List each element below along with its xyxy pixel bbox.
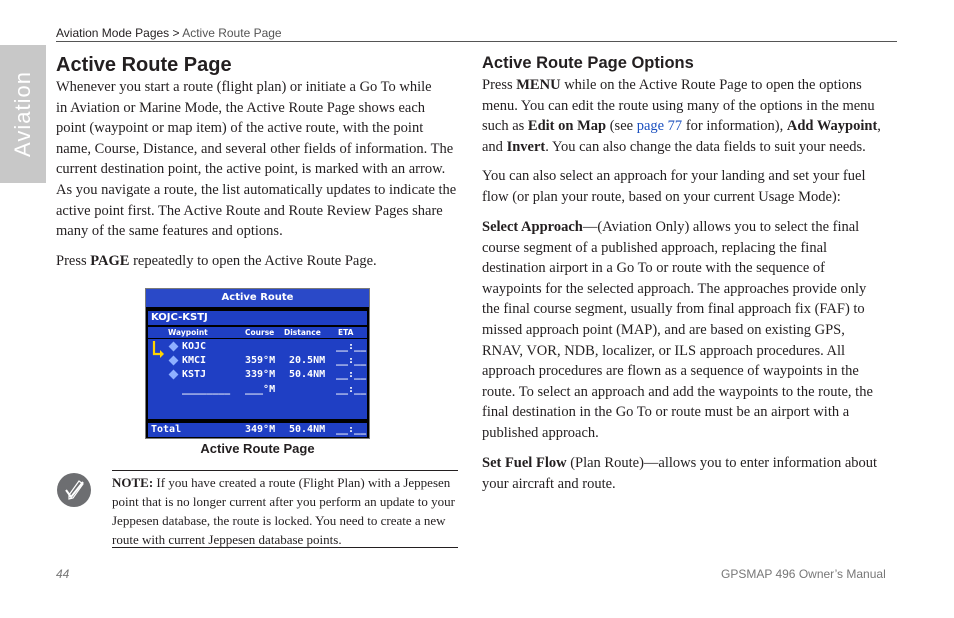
col-eta: ETA (338, 328, 354, 337)
options-text: Press (482, 77, 517, 93)
select-approach-text: —(Aviation Only) allows you to select the final course segment of a published approach, replacing the final destination airport in a Go To or route with the sequence of waypoints for the selected approach. The approaches provide only the final course segment, usually from final approach fix (FAF) to missed approach point (MAP), and are based on existing GPS, RNAV, VOR, NDB, localizer, or ILS approach procedures. All approach procedures are flown as a sequence of waypoints in the route. To select an approach and add the waypoints to the route, the final destination in the Go To or route must be an airport with a published approach. (482, 219, 873, 441)
intro-line: many of the same features and options. (56, 223, 283, 240)
waypoint-diamond-icon (169, 342, 179, 352)
screen-waypoint-list (148, 339, 367, 419)
options-text: while on the Active Route Page to open the options menu. You can edit the route using many of the options in the menu such as (482, 77, 875, 135)
row-name: KOJC (182, 341, 207, 352)
page-key: PAGE (90, 253, 130, 269)
waypoint-diamond-icon (169, 356, 179, 366)
row-eta: __:__ (336, 369, 367, 380)
total-course: 349°M (245, 424, 276, 435)
intro-line: point (waypoint or map item) of the active route, with the point (56, 120, 424, 137)
screen-route-name: KOJC-KSTJ (148, 311, 367, 325)
total-eta: __:__ (336, 424, 367, 435)
col-course: Course (245, 328, 275, 337)
row-distance: 50.4NM (289, 369, 326, 380)
page-number: 44 (56, 567, 70, 581)
set-fuel-flow-term: Set Fuel Flow (482, 455, 567, 471)
col-waypoint: Waypoint (168, 328, 208, 337)
section-tab-label: Aviation (10, 71, 35, 157)
active-route-screenshot (145, 288, 370, 439)
note-bottom-rule (112, 547, 458, 548)
options-text: (see (606, 118, 637, 135)
select-approach-term: Select Approach (482, 219, 583, 235)
options-paragraph (482, 75, 886, 157)
note-text: If you have created a route (Flight Plan) with a Jeppesen point that is no longer current after you perform an update to your Jeppesen database, the route is locked. You need to create a new route with current Jeppesen database points. (112, 475, 455, 547)
intro-line: active point first. The Active Route and Route Review Pages share (56, 202, 443, 219)
set-fuel-flow-text: (Plan Route)—allows you to enter information about your aircraft and route. (482, 455, 878, 492)
add-waypoint-option: Add Waypoint (786, 118, 878, 135)
note-top-rule (112, 470, 458, 471)
row-eta: __:__ (336, 355, 367, 366)
page-77-link[interactable]: page 77 (636, 118, 683, 135)
header-rule (56, 41, 897, 42)
row-name: KMCI (182, 355, 207, 366)
col-distance: Distance (284, 328, 321, 337)
row-course: 339°M (245, 369, 276, 380)
options-text: for information), (682, 118, 787, 135)
breadcrumb (56, 26, 282, 40)
total-distance: 50.4NM (289, 424, 326, 435)
intro-line: Whenever you start a route (flight plan) or initiate a Go To while (56, 79, 432, 95)
menu-key: MENU (516, 77, 561, 93)
invert-option: Invert (506, 138, 546, 155)
note-label: NOTE: (112, 475, 154, 490)
row-eta: __:__ (336, 341, 367, 352)
row-eta: __:__ (336, 384, 367, 395)
row-distance: 20.5NM (289, 355, 326, 366)
intro-line: name, Course, Distance, and several other fields of information. The (56, 140, 454, 157)
intro-paragraph (56, 77, 466, 242)
row-course: 359°M (245, 355, 276, 366)
note-paragraph (112, 473, 458, 549)
screen-row (148, 354, 367, 367)
select-approach-paragraph (482, 217, 886, 444)
page-title: Active Route Page (56, 54, 232, 76)
waypoint-diamond-icon (169, 370, 179, 380)
set-fuel-flow-paragraph (482, 453, 886, 494)
screen-row (148, 340, 367, 353)
total-label: Total (151, 424, 182, 435)
screen-title-bar: Active Route (146, 289, 369, 307)
approach-intro-paragraph: You can also select an approach for your landing and set your fuel flow (or plan your route, based on your current Usage Mode): (482, 168, 866, 205)
options-text: , and (482, 118, 881, 155)
intro-line: As you navigate a route, the list automatically updates to indicate the (56, 181, 457, 198)
intro-line: current destination point, the active point, is marked with an arrow. (56, 161, 446, 178)
breadcrumb-section[interactable]: Aviation Mode Pages (56, 26, 170, 40)
press-text-end: repeatedly to open the Active Route Page. (129, 253, 377, 269)
row-course: ___°M (245, 384, 276, 395)
figure-caption: Active Route Page (200, 441, 315, 456)
breadcrumb-separator: > (169, 26, 183, 40)
edit-on-map-option: Edit on Map (527, 118, 607, 135)
screen-total-row (148, 423, 367, 437)
pencil-check-icon (56, 472, 92, 508)
section-title-options: Active Route Page Options (482, 54, 694, 72)
intro-line: in Aviation or Marine Mode, the Active Route Page shows each (56, 99, 425, 116)
screen-row (148, 383, 367, 396)
options-text: . You can also change the data fields to suit your needs. (545, 138, 866, 155)
screen-row (148, 368, 367, 381)
press-text: Press (56, 253, 91, 269)
press-page-paragraph (56, 251, 466, 272)
screen-column-headers (148, 327, 367, 338)
row-name: ________ (182, 384, 231, 395)
breadcrumb-current: Active Route Page (182, 26, 282, 40)
row-name: KSTJ (182, 369, 207, 380)
manual-title: GPSMAP 496 Owner’s Manual (721, 567, 886, 581)
section-tab (0, 45, 46, 183)
